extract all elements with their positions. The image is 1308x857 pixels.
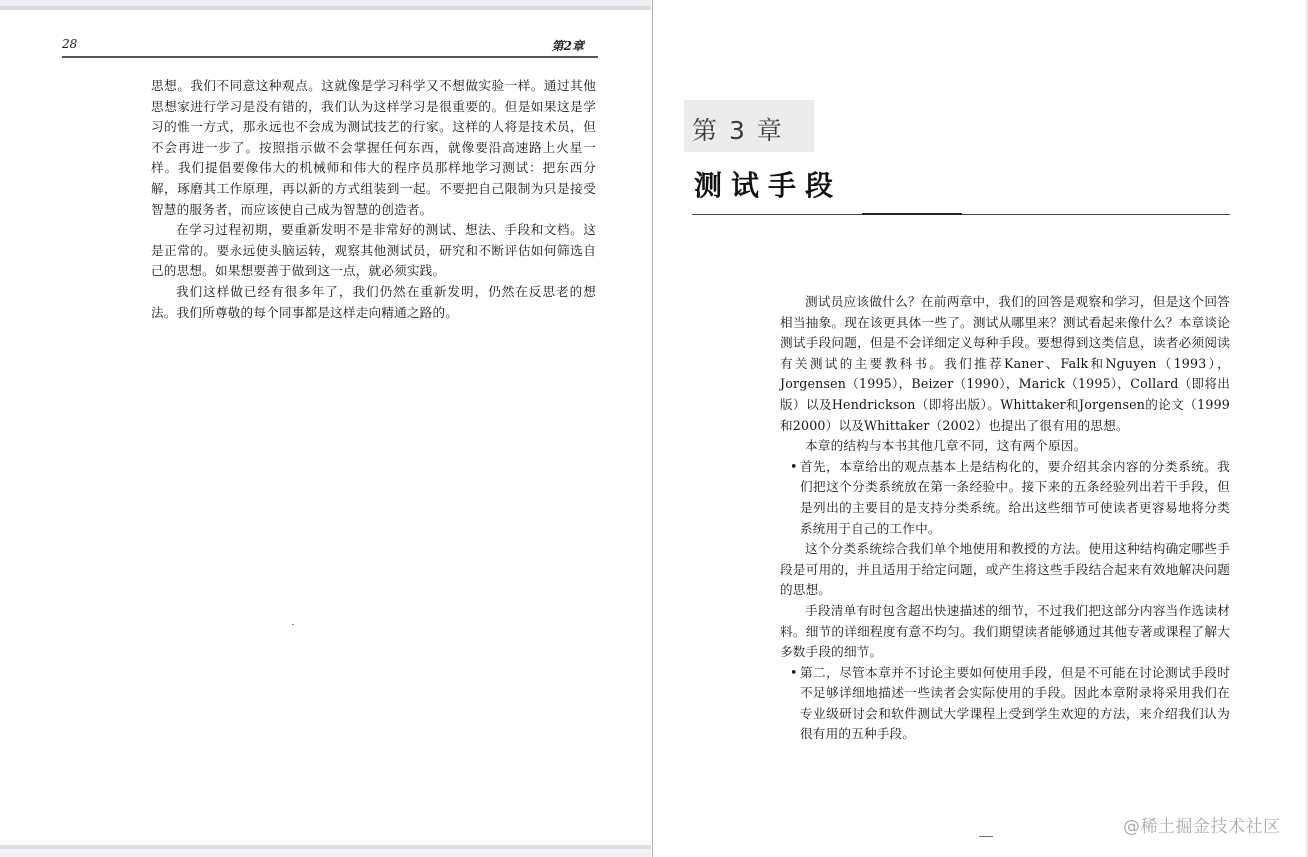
paragraph: 思想。我们不同意这种观点。这就像是学习科学又不想做实验一样。通过其他思想家进行学习是没有错的，我们认为这样学习是很重要的。但是如果这是学习的惟一方式，那永远也不会成为测试技艺的行家。这样的人将是技术员，但不会再进一步了。按照指示做不会掌握任何东西，就像要沿高速路上火星一样。我们提倡要像伟大的机械师和伟大的程序员那样地学习测试：把东西分解，琢磨其工作原理，再以新的方式组装到一起。不要把自己限制为只是接受智慧的服务者，而应该使自己成为智慧的创造者。 bbox=[151, 78, 596, 217]
page-divider bbox=[652, 0, 653, 857]
paragraph: 我们这样做已经有很多年了，我们仍然在重新发明，仍然在反思老的想法。我们所尊敬的每个同事都是这样走向精通之路的。 bbox=[151, 283, 596, 320]
page-number: 28 bbox=[62, 37, 78, 51]
chapter-number-badge bbox=[684, 100, 814, 152]
paragraph: 在学习过程初期，要重新发明不是非常好的测试、想法、手段和文档。这是正常的。要永远使头脑运转，观察其他测试员，研究和不断评估如何筛选自己的思想。如果想要善于做到这一点，就必须实践。 bbox=[151, 222, 596, 279]
paragraph: 测试员应该做什么？在前两章中，我们的回答是观察和学习，但是这个回答相当抽象。现在该更具体一些了。测试从哪里来？测试看起来像什么？本章谈论测试手段问题，但是不会详细定义每种手段。要想得到这类信息，读者必须阅读有关测试的主要教科书。我们推荐Kaner、Falk和Nguyen（1993），Jorgensen（1995），Beizer（1990），Marick（1995），Collard（即将出版）以及Hendrickson（即将出版）。Whittaker和Jorgensen的论文（1999和2000）以及Whittaker（2002）也提出了很有用的思想。 bbox=[780, 294, 1230, 433]
bullet-item bbox=[770, 663, 1230, 745]
paragraph: 这个分类系统综合我们单个地使用和教授的方法。使用这种结构确定哪些手段是可用的，并且适用于给定问题，或产生将这些手段结合起来有效地解决问题的思想。 bbox=[780, 541, 1230, 598]
top-page-shadow bbox=[0, 6, 651, 10]
bullet-item bbox=[770, 457, 1230, 539]
running-header bbox=[62, 36, 598, 58]
page-left bbox=[0, 0, 651, 857]
left-page-body bbox=[151, 76, 596, 323]
chapter-title: 测试手段 bbox=[694, 169, 843, 202]
scan-speck bbox=[292, 624, 294, 625]
footer-mark bbox=[979, 836, 993, 837]
bottom-page-gap bbox=[0, 849, 651, 857]
paragraph: 手段清单有时包含超出快速描述的细节，不过我们把这部分内容当作选读材料。细节的详细程度有意不均匀。我们期望读者能够通过其他专著或课程了解大多数手段的细节。 bbox=[780, 602, 1230, 660]
bullet-icon: • bbox=[790, 664, 798, 680]
bullet-text: 第二，尽管本章并不讨论主要如何使用手段，但是不可能在讨论测试手段时不足够详细地描述一些读者会实际使用的手段。因此本章附录将采用我们在专业级研讨会和软件测试大学课程上受到学生欢迎的方法，来介绍我们认为很有用的五种手段。 bbox=[800, 664, 1230, 742]
bullet-icon: • bbox=[790, 458, 798, 474]
paragraph: 本章的结构与本书其他几章不同，这有两个原因。 bbox=[805, 438, 1087, 454]
right-page-body bbox=[780, 292, 1230, 745]
title-rule-accent bbox=[862, 213, 962, 215]
bullet-text: 首先，本章给出的观点基本上是结构化的，要介绍其余内容的分类系统。我们把这个分类系统放在第一条经验中。接下来的五条经验列出若干手段，但是列出的主要目的是支持分类系统。给出这些细节可使读者更容易地将分类系统用于自己的工作中。 bbox=[800, 458, 1230, 536]
running-chapter-label: 第2章 bbox=[551, 39, 584, 53]
chapter-number: 第 3 章 bbox=[692, 116, 784, 145]
watermark: @稀土掘金技术社区 bbox=[1123, 817, 1281, 837]
